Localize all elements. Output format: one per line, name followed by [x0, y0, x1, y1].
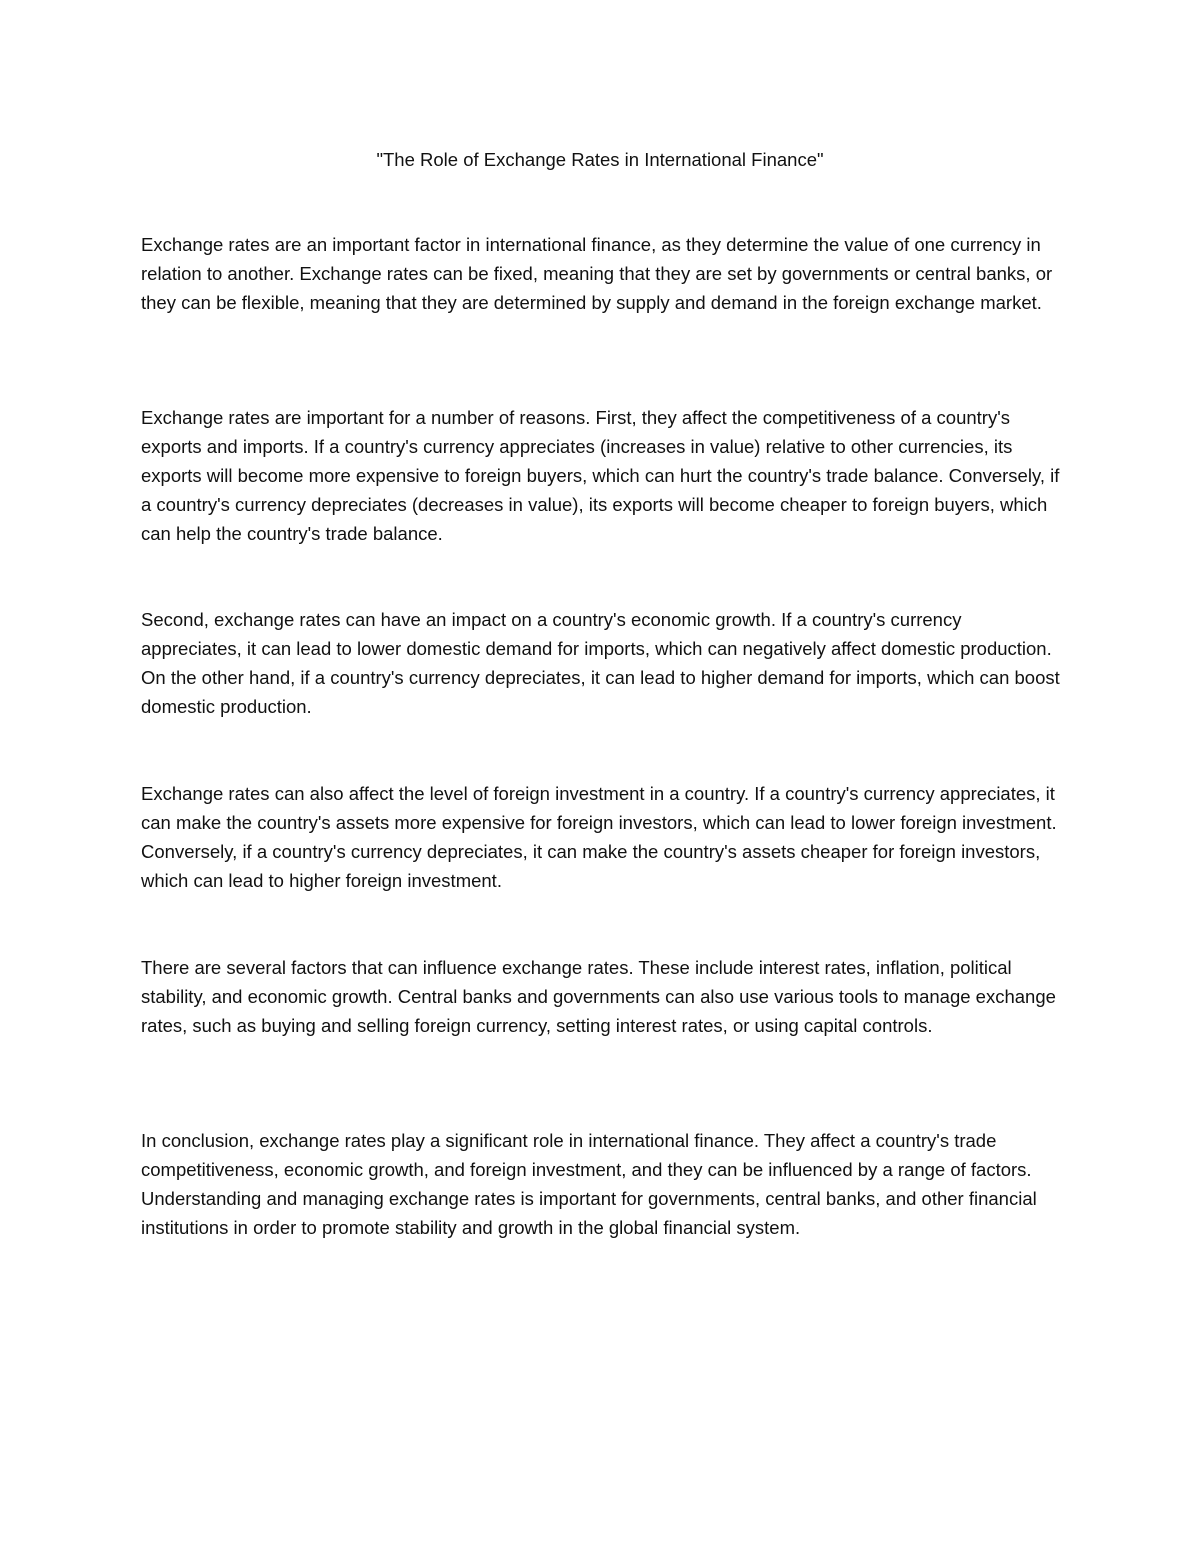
document-title: "The Role of Exchange Rates in International Finance"	[376, 149, 824, 170]
paragraph-foreign-investment: Exchange rates can also affect the level of foreign investment in a country. If a country's currency appreciates, it can make the country's assets more expensive for foreign investors, which can lead to lower foreign investment. Conversely, if a country's currency depreciates, it can make the country's assets cheaper for foreign investors, which can lead to higher foreign investment.	[141, 783, 1057, 891]
paragraph-intro: Exchange rates are an important factor in international finance, as they determine the value of one currency in relation to another. Exchange rates can be fixed, meaning that they are set by governments or central banks, or they can be flexible, meaning that they are determined by supply and demand in the foreign exchange market.	[141, 234, 1053, 313]
paragraph-competitiveness: Exchange rates are important for a number of reasons. First, they affect the competitiveness of a country's exports and imports. If a country's currency appreciates (increases in value) relative to other currencies, its exports will become more expensive to foreign buyers, which can hurt the country's trade balance. Conversely, if a country's currency depreciates (decreases in value), its exports will become cheaper to foreign buyers, which can help the country's trade balance.	[141, 407, 1060, 544]
paragraph-conclusion: In conclusion, exchange rates play a significant role in international finance. They affect a country's trade competitiveness, economic growth, and foreign investment, and they can be influenced by a range of factors. Understanding and managing exchange rates is important for governments, central banks, and other financial institutions in order to promote stability and growth in the global financial system.	[141, 1130, 1037, 1238]
paragraph-economic-growth: Second, exchange rates can have an impact on a country's economic growth. If a country's currency appreciates, it can lead to lower domestic demand for imports, which can negatively affect domestic production. On the other hand, if a country's currency depreciates, it can lead to higher demand for imports, which can boost domestic production.	[141, 609, 1060, 717]
paragraph-influencing-factors: There are several factors that can influence exchange rates. These include interest rates, inflation, political stability, and economic growth. Central banks and governments can also use various tools to manage exchange rates, such as buying and selling foreign currency, setting interest rates, or using capital controls.	[141, 957, 1056, 1036]
